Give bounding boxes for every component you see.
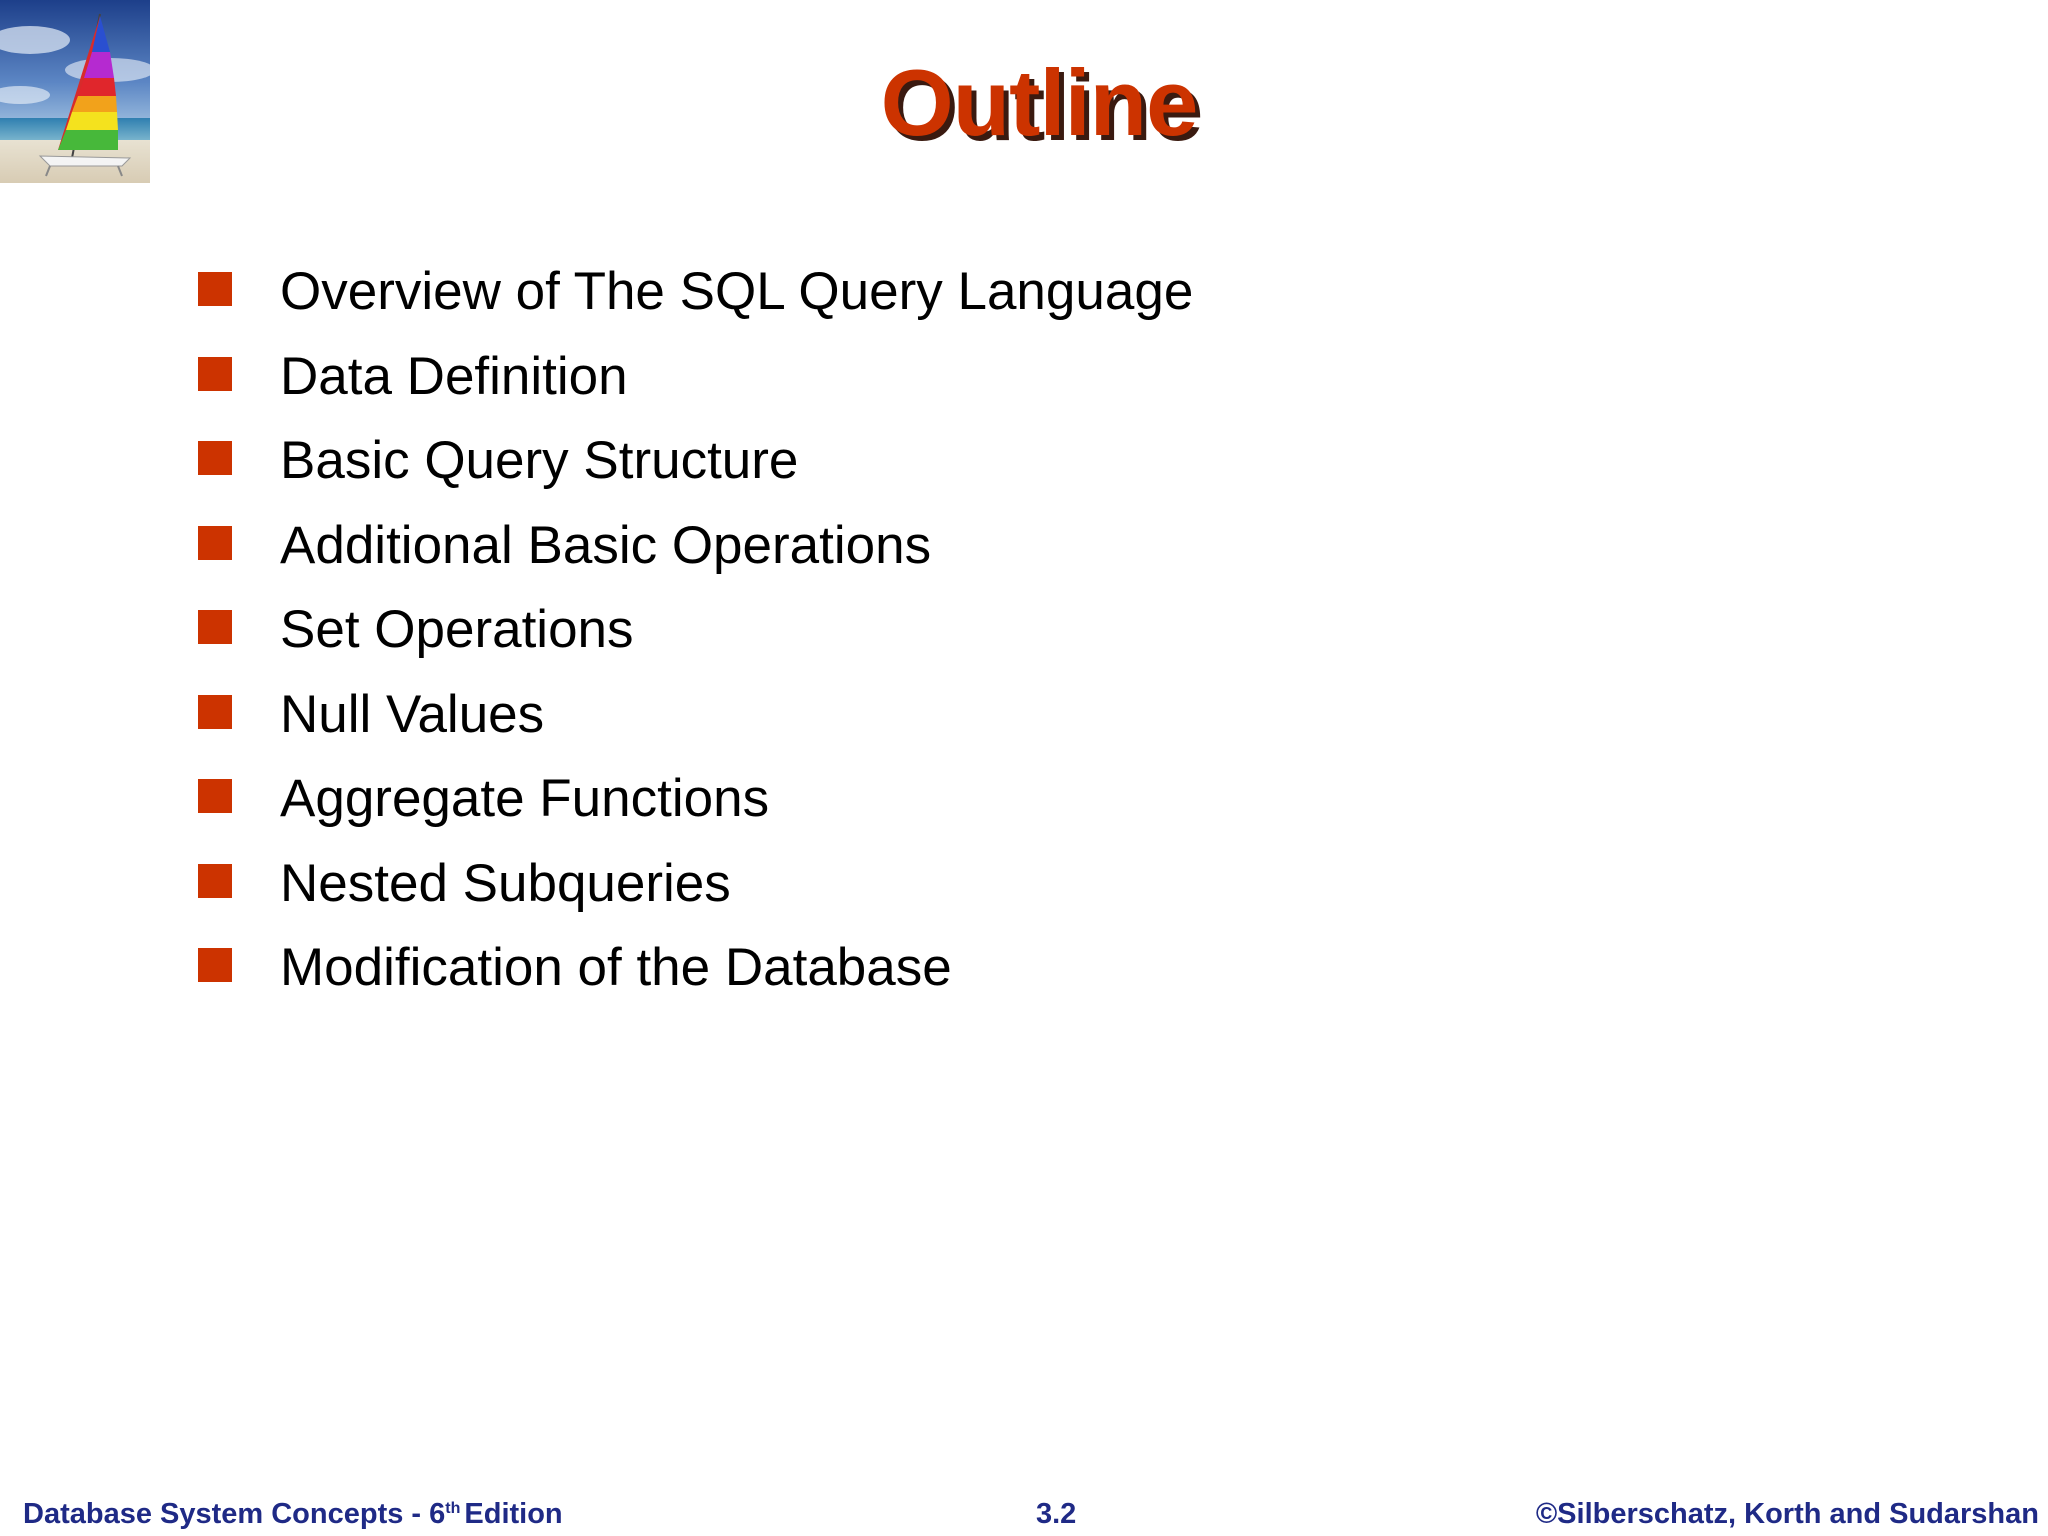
square-bullet-icon — [198, 779, 232, 813]
list-item-text: Set Operations — [280, 600, 634, 659]
footer-book-title-text: Database System Concepts - 6 — [23, 1498, 446, 1530]
edition-superscript: th — [445, 1500, 461, 1517]
footer-copyright: ©Silberschatz, Korth and Sudarshan — [1535, 1498, 2039, 1530]
list-item-text: Null Values — [280, 684, 545, 744]
square-bullet-icon — [198, 864, 232, 898]
square-bullet-icon — [198, 272, 232, 306]
list-item-text: Data Definition — [280, 346, 628, 406]
footer-book-title — [23, 1494, 563, 1536]
square-bullet-icon — [198, 610, 232, 644]
square-bullet-icon — [198, 357, 232, 391]
list-item-text: Additional Basic Operations — [280, 515, 932, 575]
list-item-text: Aggregate Functions — [280, 769, 770, 828]
square-bullet-icon — [198, 948, 232, 982]
list-item-text: Nested Subqueries — [280, 853, 731, 913]
square-bullet-icon — [198, 695, 232, 729]
slide-title: Outline — [880, 50, 1198, 155]
footer-page-number: 3.2 — [1036, 1498, 1077, 1530]
square-bullet-icon — [198, 441, 232, 475]
slide-footer — [0, 1494, 2048, 1534]
square-bullet-icon — [198, 526, 232, 560]
footer-edition-word: Edition — [464, 1498, 563, 1530]
list-item-text: Overview of The SQL Query Language — [280, 262, 1194, 321]
list-item-text: Modification of the Database — [280, 938, 952, 997]
list-item-text: Basic Query Structure — [280, 431, 799, 490]
